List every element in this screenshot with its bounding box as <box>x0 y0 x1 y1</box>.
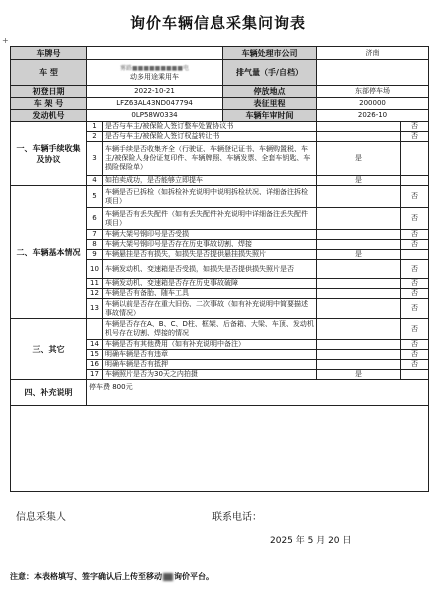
answer-yes-cell <box>317 122 401 132</box>
question-number: 9 <box>87 250 103 260</box>
answer-yes-cell <box>317 319 401 340</box>
question-text: 车辆悬挂是否有损失，如损失是否提供悬挂损失照片 <box>103 250 317 260</box>
answer-yes-cell <box>317 299 401 319</box>
question-text: 车辆是否有其他费用（如有补充说明中备注） <box>103 340 317 350</box>
question-number: 5 <box>87 186 103 208</box>
question-number <box>87 319 103 340</box>
question-text: 车辆照片是否为30天之内拍摄 <box>103 370 317 380</box>
answer-no-cell <box>401 176 429 186</box>
question-text: 车辆是否有备胎、随车工具 <box>103 289 317 299</box>
question-number: 17 <box>87 370 103 380</box>
answer-yes-cell <box>317 279 401 289</box>
answer-no-cell: 否 <box>401 360 429 370</box>
question-number: 8 <box>87 240 103 250</box>
question-row <box>11 122 429 132</box>
question-row <box>11 319 429 340</box>
footer-text-after: 询价平台。 <box>174 572 214 581</box>
disposal-value: 济南 <box>317 47 429 60</box>
form-title: 询价车辆信息采集问询表 <box>129 14 306 32</box>
question-number: 2 <box>87 132 103 142</box>
question-text: 是否与车主/被保险人签订整车处置协议书 <box>103 122 317 132</box>
question-text: 车辆发动机、变速箱是否受损，如损失是否提供损失照片是否 <box>103 260 317 279</box>
question-text: 车辆以前是否存在重大旧伤、二次事故（如有补充说明中简要描述事故情况） <box>103 299 317 319</box>
answer-no-cell <box>401 370 429 380</box>
answer-no-cell: 否 <box>401 122 429 132</box>
supplement-label: 四、补充说明 <box>11 380 87 406</box>
sign-date: 2025 年 5 月 20 日 <box>270 536 352 546</box>
answer-no-cell: 否 <box>401 319 429 340</box>
inspection-value: 2026-10 <box>317 110 429 122</box>
displacement-label: 排气量（手/自档） <box>223 60 317 86</box>
answer-yes-cell: 是 <box>317 250 401 260</box>
disposal-label: 车辆处理市公司 <box>223 47 317 60</box>
parking-value: 东部停车场 <box>317 86 429 98</box>
section-category: 一、车辆手续收集及协议 <box>11 122 87 186</box>
question-number: 6 <box>87 208 103 230</box>
answer-yes-cell <box>317 260 401 279</box>
answer-yes-cell <box>317 340 401 350</box>
footer-text-before: 注意：本表格填写、签字确认后上传至移动 <box>10 572 162 581</box>
model-label: 车 型 <box>11 60 87 86</box>
answer-no-cell: 否 <box>401 260 429 279</box>
question-number: 3 <box>87 142 103 176</box>
answer-yes-cell <box>317 208 401 230</box>
answer-no-cell: 否 <box>401 350 429 360</box>
question-number: 11 <box>87 279 103 289</box>
question-row <box>11 186 429 208</box>
mileage-value: 200000 <box>317 98 429 110</box>
question-number: 14 <box>87 340 103 350</box>
question-number: 13 <box>87 299 103 319</box>
reg-date-value: 2022-10-21 <box>87 86 223 98</box>
question-text: 明确车辆是否有抵押 <box>103 360 317 370</box>
phone-label: 联系电话： <box>212 512 262 523</box>
answer-no-cell: 否 <box>401 289 429 299</box>
inquiry-form-table <box>10 46 429 492</box>
answer-yes-cell <box>317 132 401 142</box>
answer-no-cell: 否 <box>401 208 429 230</box>
redaction-mark <box>163 573 173 581</box>
answer-no-cell: 否 <box>401 186 429 208</box>
question-number: 4 <box>87 176 103 186</box>
model-line-2: 动多用途乘用车 <box>130 72 179 81</box>
supplement-text: 停车费 800元 <box>87 380 429 406</box>
footer-note <box>10 571 214 582</box>
plate-value <box>87 47 223 60</box>
question-text: 车辆是否已拆检（如拆检补充说明中说明拆检状况、详细备注拆检项目） <box>103 186 317 208</box>
signature-area <box>11 406 429 492</box>
question-text: 车辆是否有丢失配件（如有丢失配件补充说明中详细备注丢失配件项目） <box>103 208 317 230</box>
question-number: 12 <box>87 289 103 299</box>
engine-value: 0LP58W0334 <box>87 110 223 122</box>
plate-label: 车牌号 <box>11 47 87 60</box>
mileage-label: 表征里程 <box>223 98 317 110</box>
answer-yes-cell <box>317 186 401 208</box>
question-text: 车辆大架号钢印号是否受损 <box>103 230 317 240</box>
model-line-1: 雾路■■■■■■■■■电 <box>119 64 190 72</box>
answer-no-cell: 否 <box>401 230 429 240</box>
answer-yes-cell <box>317 350 401 360</box>
engine-label: 发动机号 <box>11 110 87 122</box>
answer-yes-cell <box>317 240 401 250</box>
displacement-value <box>317 60 429 86</box>
question-text: 明确车辆是否有违章 <box>103 350 317 360</box>
answer-yes-cell <box>317 360 401 370</box>
answer-yes-cell <box>317 230 401 240</box>
answer-no-cell <box>401 142 429 176</box>
vin-value: LFZ63AL43ND047794 <box>87 98 223 110</box>
question-number: 7 <box>87 230 103 240</box>
move-handle-icon[interactable]: + <box>2 36 9 45</box>
reg-date-label: 初登日期 <box>11 86 87 98</box>
question-number: 16 <box>87 360 103 370</box>
section-category: 三、其它 <box>11 319 87 380</box>
answer-no-cell: 否 <box>401 279 429 289</box>
answer-yes-cell: 是 <box>317 142 401 176</box>
question-text: 是否与车主/被保险人签订权益转让书 <box>103 132 317 142</box>
question-number: 15 <box>87 350 103 360</box>
question-text: 车辆手续是否收集齐全（行驶证、车辆登记证书、车辆购置税、车主/被保险人身份证复印件、车辆牌照、车辆发票、全套车钥匙、车损险保险单） <box>103 142 317 176</box>
question-text: 车辆发动机、变速箱是否存在历史事故破障 <box>103 279 317 289</box>
question-text: 如拍卖成功，是否能够立即提车 <box>103 176 317 186</box>
model-value <box>87 60 223 86</box>
parking-label: 停放地点 <box>223 86 317 98</box>
answer-yes-cell: 是 <box>317 176 401 186</box>
answer-no-cell <box>401 250 429 260</box>
inspection-label: 车辆年审时间 <box>223 110 317 122</box>
answer-no-cell: 否 <box>401 340 429 350</box>
answer-no-cell: 否 <box>401 240 429 250</box>
answer-no-cell: 否 <box>401 299 429 319</box>
section-category: 二、车辆基本情况 <box>11 186 87 319</box>
question-text: 车辆大架号钢印号是否存在历史事故切割、焊接 <box>103 240 317 250</box>
question-number: 1 <box>87 122 103 132</box>
question-text: 车辆是否存在A、B、C、D柱、框架、后备箱、大梁、车顶、发动机机号存在切割、焊接的情况 <box>103 319 317 340</box>
answer-yes-cell <box>317 289 401 299</box>
vin-label: 车 架 号 <box>11 98 87 110</box>
question-sections <box>11 122 429 380</box>
answer-no-cell: 否 <box>401 132 429 142</box>
question-number: 10 <box>87 260 103 279</box>
collector-label: 信息采集人 <box>16 512 66 523</box>
answer-yes-cell: 是 <box>317 370 401 380</box>
